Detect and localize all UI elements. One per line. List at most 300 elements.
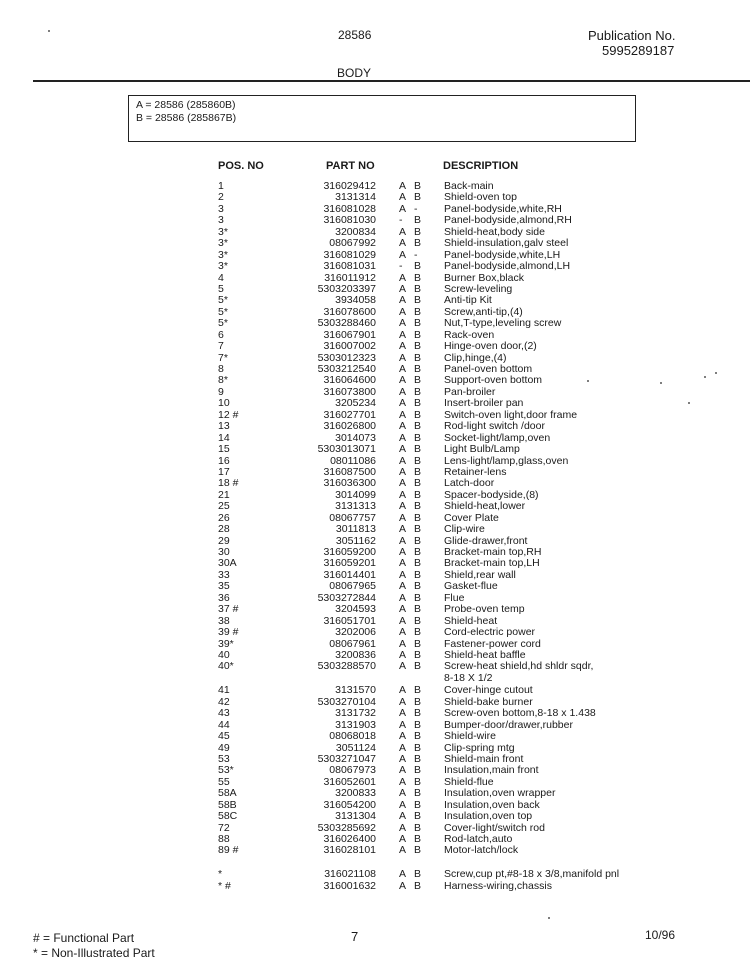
description-cell: Cover-hinge cutout: [444, 684, 533, 697]
pos-cell: 28: [218, 523, 230, 536]
description-cell: Socket-light/lamp,oven: [444, 431, 551, 444]
model-b-cell: B: [414, 214, 422, 227]
model-b-cell: B: [414, 868, 422, 881]
description-cell: Panel-bodyside,almond,LH: [444, 260, 571, 273]
part-number-cell: 316078600: [323, 305, 376, 318]
part-number-cell: 3051124: [335, 741, 376, 754]
part-number-cell: 5303272844: [317, 591, 376, 604]
pos-cell: 43: [218, 707, 230, 720]
description-cell: Pan-broiler: [444, 385, 496, 398]
model-a-cell: A: [399, 523, 407, 536]
model-a-cell: A: [399, 397, 407, 410]
part-number-cell: 3131313: [335, 500, 376, 513]
part-number-cell: 316073800: [323, 385, 376, 398]
part-number-cell: 316026400: [323, 833, 376, 845]
description-cell: Support-oven bottom: [444, 374, 543, 387]
description-cell: Insert-broiler pan: [444, 397, 524, 410]
model-b-cell: B: [414, 879, 422, 892]
model-a-cell: A: [399, 775, 407, 788]
model-b-cell: B: [414, 637, 422, 650]
part-number-cell: 316064600: [323, 374, 376, 387]
model-b-cell: B: [414, 787, 422, 800]
table-row: [0, 661, 750, 672]
model-b-cell: B: [414, 523, 422, 536]
description-cell: Shield-wire: [444, 730, 496, 743]
pos-cell: 5: [218, 282, 224, 295]
model-b-cell: B: [414, 363, 422, 375]
description-cell: Cover-light/switch rod: [444, 821, 545, 834]
part-number-cell: 3011813: [335, 523, 376, 536]
description-cell: Screw-leveling: [444, 282, 513, 295]
model-b-cell: B: [414, 821, 422, 834]
model-a-cell: A: [399, 282, 407, 295]
description-cell: Spacer-bodyside,(8): [444, 488, 539, 501]
column-header-desc: DESCRIPTION: [443, 160, 519, 172]
description-cell: Switch-oven light,door frame: [444, 408, 578, 421]
model-a-cell: A: [399, 684, 407, 697]
scan-speck: [704, 376, 706, 378]
pos-cell: 55: [218, 775, 230, 788]
model-b-cell: B: [414, 741, 422, 754]
pos-cell: 3*: [218, 248, 228, 261]
part-number-cell: 3200834: [335, 225, 376, 238]
model-b-cell: B: [414, 752, 422, 765]
model-a-cell: A: [399, 225, 407, 238]
part-number-cell: 5303203397: [317, 282, 376, 295]
table-row: [0, 788, 750, 799]
part-number-cell: 316027701: [323, 408, 376, 421]
model-b-cell: B: [414, 443, 422, 456]
description-cell: Cord-electric power: [444, 626, 536, 639]
column-header-pos: POS. NO: [218, 160, 264, 172]
model-b-cell: -: [414, 202, 418, 215]
description-cell: Shield-heat,lower: [444, 500, 526, 513]
pos-cell: 5*: [218, 294, 228, 307]
pos-cell: 4: [218, 271, 224, 284]
model-b-cell: B: [414, 844, 422, 857]
part-number-cell: 5303285692: [317, 821, 376, 834]
pos-cell: 18 #: [218, 477, 239, 490]
model-b-cell: B: [414, 568, 422, 581]
model-a-cell: -: [399, 214, 403, 227]
pos-cell: 42: [218, 695, 230, 708]
publication-date: 10/96: [645, 928, 676, 942]
model-b-cell: B: [414, 351, 422, 364]
model-a-cell: A: [399, 868, 407, 881]
model-b-cell: B: [414, 775, 422, 788]
model-a-cell: A: [399, 833, 407, 845]
model-a-cell: A: [399, 741, 407, 754]
model-a-cell: A: [399, 454, 407, 467]
section-title: BODY: [337, 66, 372, 80]
pos-cell: 17: [218, 465, 230, 478]
model-b-cell: B: [414, 546, 422, 558]
header-divider: [33, 80, 750, 82]
model-b-cell: B: [414, 431, 422, 444]
model-a-cell: A: [399, 695, 407, 708]
part-number-cell: 3200833: [335, 787, 376, 800]
model-a-cell: A: [399, 488, 407, 501]
pos-cell: 16: [218, 454, 230, 467]
table-row: [0, 881, 750, 892]
description-cell: Nut,T-type,leveling screw: [444, 317, 562, 330]
description-cell: Screw,cup pt,#8-18 x 3/8,manifold pnl: [444, 868, 620, 881]
model-a-cell: A: [399, 591, 407, 604]
description-cell: Hinge-oven door,(2): [444, 340, 537, 353]
part-number-cell: 316029412: [323, 180, 376, 192]
description-cell: Lens-light/lamp,glass,oven: [444, 454, 569, 467]
model-a-cell: A: [399, 844, 407, 857]
pos-cell: 13: [218, 420, 230, 433]
table-row: [0, 318, 750, 329]
scan-speck: [715, 372, 717, 374]
pos-cell: 26: [218, 511, 230, 524]
page-number: 7: [351, 929, 359, 944]
pos-cell: 89 #: [218, 844, 239, 857]
model-b-cell: B: [414, 534, 422, 547]
model-b-cell: B: [414, 718, 422, 731]
part-number-cell: 316081028: [323, 202, 376, 215]
model-b-cell: B: [414, 580, 422, 593]
model-a-cell: A: [399, 626, 407, 639]
table-row: [0, 341, 750, 352]
description-cell: Rod-latch,auto: [444, 833, 513, 845]
model-b-cell: B: [414, 397, 422, 410]
model-a-cell: A: [399, 271, 407, 284]
part-number-cell: 316011912: [324, 271, 376, 284]
description-cell: Rack-oven: [444, 328, 495, 341]
part-number-cell: 3131570: [335, 684, 376, 697]
pos-cell: *: [218, 868, 223, 881]
model-a-cell: A: [399, 752, 407, 765]
model-a-cell: A: [399, 443, 407, 456]
model-a-cell: A: [399, 637, 407, 650]
model-a-cell: A: [399, 237, 407, 250]
model-b-cell: B: [414, 191, 422, 204]
model-b-cell: B: [414, 833, 422, 845]
model-b-cell: B: [414, 271, 422, 284]
description-cell: Insulation,oven top: [444, 810, 533, 823]
pos-cell: 3*: [218, 225, 228, 238]
part-number-cell: 316059200: [323, 546, 376, 558]
model-b-cell: B: [414, 477, 422, 490]
pos-cell: 21: [218, 488, 230, 501]
description-cell: Motor-latch/lock: [444, 844, 519, 857]
part-number-cell: 3131304: [335, 810, 376, 823]
pos-cell: 5*: [218, 305, 228, 318]
model-b-cell: -: [414, 248, 418, 261]
part-number-cell: 08067965: [329, 580, 376, 593]
table-row: [0, 524, 750, 535]
description-cell: Bumper-door/drawer,rubber: [444, 718, 573, 731]
parts-list: [0, 181, 750, 892]
part-number-cell: 08067992: [329, 237, 376, 250]
part-number-cell: 5303270104: [317, 695, 376, 708]
model-number: 28586: [338, 28, 372, 42]
pos-cell: 35: [218, 580, 230, 593]
model-a-cell: A: [399, 431, 407, 444]
part-number-cell: 5303288570: [317, 660, 376, 673]
model-a-cell: A: [399, 511, 407, 524]
pos-cell: 53: [218, 752, 230, 765]
table-row: [0, 731, 750, 742]
pos-cell: 8: [218, 363, 224, 375]
description-cell: Bracket-main top,LH: [444, 557, 540, 570]
pos-cell: 9: [218, 385, 224, 398]
model-a-cell: A: [399, 351, 407, 364]
model-b-cell: B: [414, 707, 422, 720]
non-illustrated-note: * = Non-Illustrated Part: [33, 946, 155, 960]
description-cell: Shield-flue: [444, 775, 494, 788]
model-a-cell: A: [399, 603, 407, 616]
part-number-cell: 3205234: [335, 397, 376, 410]
description-cell: Clip-wire: [444, 523, 485, 536]
model-a-cell: A: [399, 328, 407, 341]
part-number-cell: 316081030: [323, 214, 376, 227]
description-cell: Retainer-lens: [444, 465, 507, 478]
model-a-cell: A: [399, 477, 407, 490]
pos-cell: 12 #: [218, 408, 239, 421]
scan-speck: [660, 382, 662, 384]
description-cell: Rod-light switch /door: [444, 420, 545, 433]
model-b-cell: B: [414, 798, 422, 811]
pos-cell: 3*: [218, 237, 228, 250]
description-cell: Anti-tip Kit: [444, 294, 492, 307]
table-row: [0, 238, 750, 249]
table-row: [0, 444, 750, 455]
legend-line-a: A = 28586 (285860B): [136, 99, 236, 111]
model-a-cell: A: [399, 798, 407, 811]
model-b-cell: B: [414, 282, 422, 295]
model-b-cell: B: [414, 237, 422, 250]
model-a-cell: A: [399, 707, 407, 720]
description-cell: Flue: [444, 591, 465, 604]
description-cell: Clip-spring mtg: [444, 741, 515, 754]
description-cell: Fastener-power cord: [444, 637, 541, 650]
table-row: [0, 845, 750, 856]
part-number-cell: 3014099: [335, 488, 376, 501]
pos-cell: 40: [218, 648, 230, 661]
model-b-cell: B: [414, 603, 422, 616]
pos-cell: 36: [218, 591, 230, 604]
table-row: [0, 421, 750, 432]
model-b-cell: B: [414, 764, 422, 777]
part-number-cell: 316067901: [323, 328, 376, 341]
description-cell: Gasket-flue: [444, 580, 498, 593]
part-number-cell: 316081029: [323, 248, 376, 261]
model-b-cell: B: [414, 660, 422, 673]
functional-part-note: # = Functional Part: [33, 931, 135, 945]
pos-cell: 1: [218, 180, 224, 192]
part-number-cell: 08067757: [329, 511, 376, 524]
part-number-cell: 316021108: [324, 868, 376, 881]
description-cell: Panel-bodyside,almond,RH: [444, 214, 572, 227]
model-a-cell: A: [399, 730, 407, 743]
model-b-cell: B: [414, 340, 422, 353]
description-cell: Shield-heat baffle: [444, 648, 526, 661]
table-row: [0, 501, 750, 512]
pos-cell: 45: [218, 730, 230, 743]
pos-cell: 72: [218, 821, 230, 834]
model-a-cell: A: [399, 385, 407, 398]
part-number-cell: 08011086: [330, 454, 376, 467]
description-cell: Panel-bodyside,white,RH: [444, 202, 562, 215]
description-cell: Panel-oven bottom: [444, 363, 533, 375]
model-b-cell: B: [414, 810, 422, 823]
description-cell: Panel-bodyside,white,LH: [444, 248, 561, 261]
model-a-cell: A: [399, 248, 407, 261]
description-cell: Latch-door: [444, 477, 495, 490]
pos-cell: 58B: [218, 798, 237, 811]
part-number-cell: 5303271047: [317, 752, 376, 765]
model-b-cell: B: [414, 225, 422, 238]
pos-cell: 3: [218, 202, 224, 215]
pos-cell: 33: [218, 568, 230, 581]
model-b-cell: B: [414, 591, 422, 604]
scan-speck: [688, 402, 690, 404]
model-a-cell: A: [399, 420, 407, 433]
pos-cell: 44: [218, 718, 230, 731]
model-a-cell: A: [399, 557, 407, 570]
description-cell: Back-main: [444, 180, 494, 192]
pos-cell: 7*: [218, 351, 228, 364]
pos-cell: 37 #: [218, 603, 239, 616]
model-b-cell: B: [414, 500, 422, 513]
part-number-cell: 5303212540: [317, 363, 376, 375]
table-row: [0, 261, 750, 272]
model-b-cell: B: [414, 374, 422, 387]
model-b-cell: B: [414, 294, 422, 307]
part-number-cell: 316014401: [323, 568, 376, 581]
pos-cell: 5*: [218, 317, 228, 330]
model-b-cell: B: [414, 488, 422, 501]
model-a-cell: A: [399, 294, 407, 307]
model-a-cell: A: [399, 340, 407, 353]
part-number-cell: 316051701: [323, 614, 376, 627]
model-a-cell: A: [399, 660, 407, 673]
part-number-cell: 316059201: [323, 557, 376, 570]
description-cell: Bracket-main top,RH: [444, 546, 542, 558]
model-b-cell: B: [414, 626, 422, 639]
part-number-cell: 316052601: [323, 775, 376, 788]
pos-cell: 3*: [218, 260, 228, 273]
part-number-cell: 316007002: [323, 340, 376, 353]
part-number-cell: 316081031: [323, 260, 376, 273]
part-number-cell: 3200836: [335, 648, 376, 661]
model-a-cell: A: [399, 180, 407, 192]
pos-cell: 3: [218, 214, 224, 227]
scan-speck: [587, 380, 589, 382]
model-b-cell: B: [414, 260, 422, 273]
column-header-part: PART NO: [326, 160, 375, 172]
part-number-cell: 3934058: [335, 294, 376, 307]
part-number-cell: 3131903: [335, 718, 376, 731]
description-cell: Shield-main front: [444, 752, 524, 765]
table-row: [0, 627, 750, 638]
model-a-cell: A: [399, 500, 407, 513]
pos-cell: 14: [218, 431, 230, 444]
description-cell: Screw,anti-tip,(4): [444, 305, 523, 318]
model-b-cell: B: [414, 730, 422, 743]
model-a-cell: A: [399, 363, 407, 375]
part-number-cell: 5303013071: [317, 443, 376, 456]
pos-cell: 39 #: [218, 626, 239, 639]
model-b-cell: B: [414, 385, 422, 398]
table-row: [0, 811, 750, 822]
pos-cell: 41: [218, 684, 230, 697]
legend-line-b: B = 28586 (285867B): [136, 112, 237, 124]
part-number-cell: 08067961: [329, 637, 376, 650]
model-b-cell: B: [414, 614, 422, 627]
description-cell: Probe-oven temp: [444, 603, 525, 616]
description-cell: Shield-oven top: [444, 191, 517, 204]
model-b-cell: B: [414, 695, 422, 708]
part-number-cell: 3131732: [335, 707, 376, 720]
pos-cell: 2: [218, 191, 224, 204]
part-number-cell: 316036300: [323, 477, 376, 490]
model-a-cell: A: [399, 787, 407, 800]
model-b-cell: B: [414, 328, 422, 341]
scan-speck: [548, 917, 550, 919]
description-cell: Screw-oven bottom,8-18 x 1.438: [444, 707, 596, 720]
model-a-cell: A: [399, 648, 407, 661]
model-b-cell: B: [414, 305, 422, 318]
model-a-cell: A: [399, 191, 407, 204]
description-cell: Shield-bake burner: [444, 695, 533, 708]
part-number-cell: 3204593: [335, 603, 376, 616]
pos-cell: 58C: [218, 810, 238, 823]
model-a-cell: A: [399, 305, 407, 318]
description-cell: Insulation,main front: [444, 764, 539, 777]
description-cell: Shield-heat,body side: [444, 225, 545, 238]
description-cell: Shield,rear wall: [444, 568, 516, 581]
part-number-cell: 08067973: [329, 764, 376, 777]
part-number-cell: 316026800: [323, 420, 376, 433]
model-b-cell: B: [414, 420, 422, 433]
description-cell: 8-18 X 1/2: [444, 671, 493, 684]
model-a-cell: A: [399, 614, 407, 627]
model-a-cell: A: [399, 879, 407, 892]
part-number-cell: 3051162: [335, 534, 376, 547]
model-a-cell: A: [399, 821, 407, 834]
part-number-cell: 316054200: [323, 798, 376, 811]
part-number-cell: 08068018: [329, 730, 376, 743]
model-b-cell: B: [414, 408, 422, 421]
pos-cell: 49: [218, 741, 230, 754]
model-a-cell: A: [399, 408, 407, 421]
part-number-cell: 316028101: [323, 844, 376, 857]
pos-cell: 8*: [218, 374, 228, 387]
description-cell: Glide-drawer,front: [444, 534, 528, 547]
part-number-cell: 3014073: [335, 431, 376, 444]
part-number-cell: 5303288460: [317, 317, 376, 330]
pos-cell: 7: [218, 340, 224, 353]
description-cell: Light Bulb/Lamp: [444, 443, 520, 456]
part-number-cell: 3202006: [335, 626, 376, 639]
model-b-cell: B: [414, 180, 422, 192]
model-a-cell: A: [399, 764, 407, 777]
pos-cell: 30: [218, 546, 230, 558]
model-b-cell: B: [414, 557, 422, 570]
model-a-cell: A: [399, 810, 407, 823]
model-a-cell: A: [399, 465, 407, 478]
description-cell: Shield-insulation,galv steel: [444, 237, 569, 250]
pos-cell: 15: [218, 443, 230, 456]
part-number-cell: 3131314: [335, 191, 376, 204]
model-a-cell: A: [399, 374, 407, 387]
pos-cell: 6: [218, 328, 224, 341]
model-a-cell: A: [399, 580, 407, 593]
